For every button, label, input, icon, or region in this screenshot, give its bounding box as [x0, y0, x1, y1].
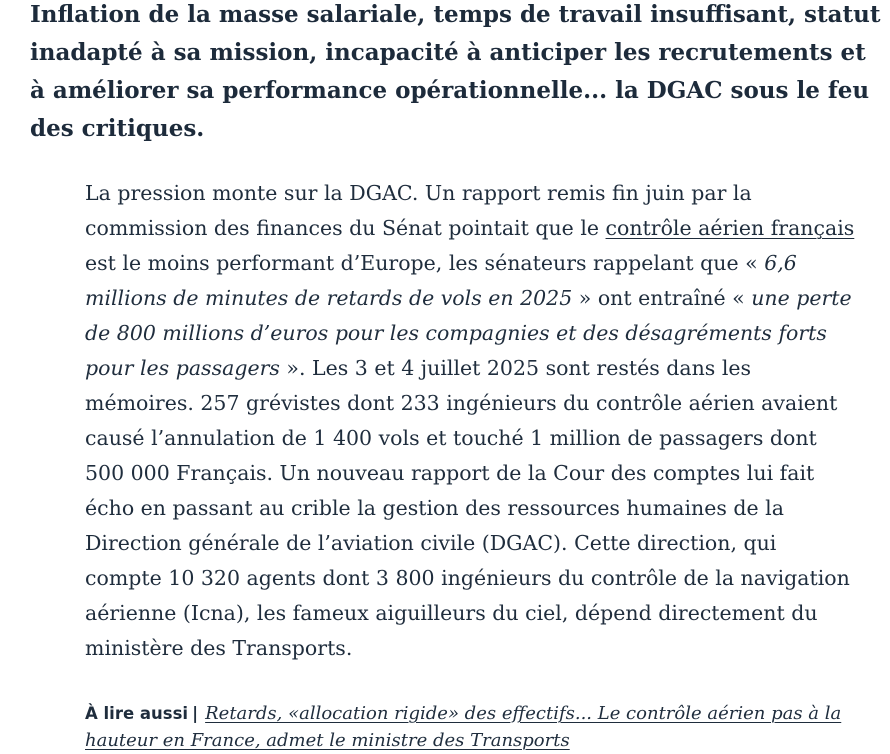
controle-aerien-link[interactable]: contrôle aérien français — [605, 216, 855, 240]
quote-perte: une perte de 800 millions d’euros pour les compagnies et des désagréments forts pour les passagers — [85, 286, 852, 380]
quote-retards: 6,6 millions de minutes de retards de vols en 2025 — [85, 251, 797, 310]
body-text-3: » ont entraîné « — [572, 286, 752, 310]
article-paragraph — [85, 176, 855, 666]
article-lead: Inflation de la masse salariale, temps de travail insuffisant, statut inadapté à sa mission, incapacité à anticiper les recrutements et à améliorer sa performance opérationnelle... la DGAC sous le feu des critiques. — [30, 1, 881, 142]
related-article — [85, 700, 875, 754]
body-text-4: ». Les 3 et 4 juillet 2025 sont restés dans les mémoires. 257 grévistes dont 233 ingénieurs du contrôle aérien avaient causé l’annulation de 1 400 vols et touché 1 million de passagers dont 500 000 Français. Un nouveau rapport de la Cour des comptes lui fait écho en passant au crible la gestion des ressources humaines de la Direction générale de l’aviation civile (DGAC). Cette direction, qui compte 10 320 agents dont 3 800 ingénieurs du contrôle de la navigation aérienne (Icna), les fameux aiguilleurs du ciel, dépend directement du ministère des Transports. — [85, 356, 850, 660]
body-text-2: est le moins performant d’Europe, les sénateurs rappelant que « — [85, 251, 765, 275]
body-text-1: La pression monte sur la DGAC. Un rapport remis fin juin par la commission des finances du Sénat pointait que le — [85, 181, 752, 240]
related-article-link[interactable]: Retards, «allocation rigide» des effectifs... Le contrôle aérien pas à la hauteur en France, admet le ministre des Transports — [85, 703, 842, 751]
related-separator: | — [192, 704, 199, 723]
related-kicker: À lire aussi — [85, 704, 189, 723]
